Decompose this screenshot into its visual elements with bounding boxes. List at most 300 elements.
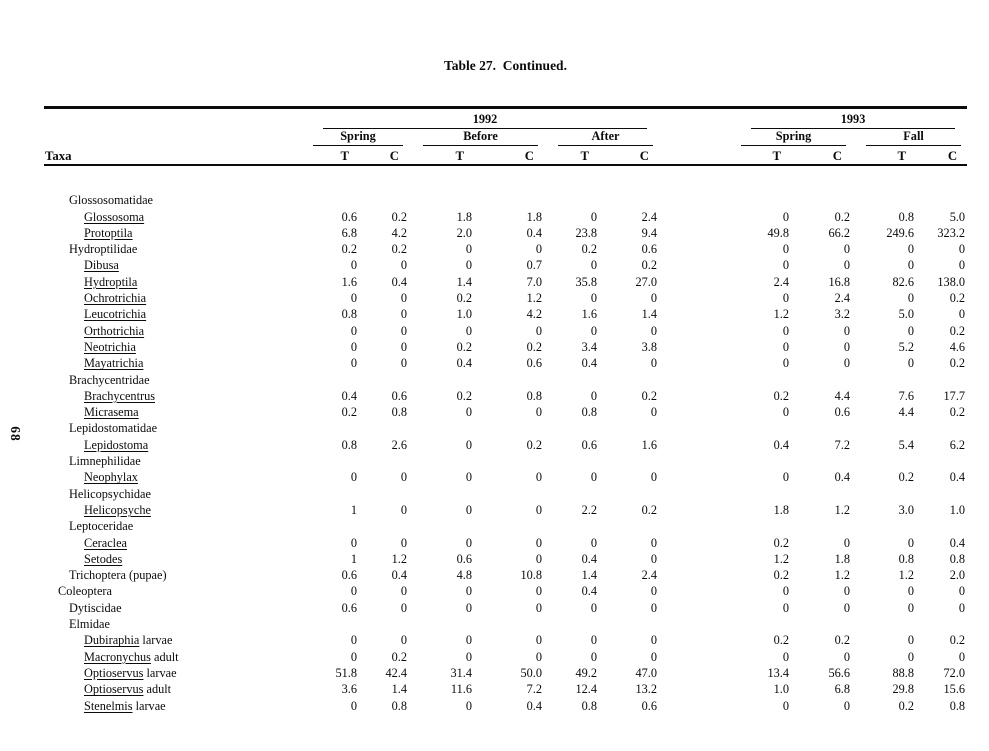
value-cell bbox=[852, 616, 916, 632]
value-cell: 1.2 bbox=[773, 551, 790, 566]
value-cell bbox=[409, 371, 474, 387]
value-cell: 0 bbox=[958, 600, 966, 615]
value-cell: 0 bbox=[782, 584, 790, 599]
genus-name: Setodes bbox=[84, 551, 123, 566]
value-cell: 0 bbox=[535, 405, 542, 420]
value-cell: 2.2 bbox=[581, 502, 597, 517]
table-row bbox=[44, 225, 967, 241]
taxa-name-cell bbox=[44, 208, 299, 224]
value-cell: 0 bbox=[465, 405, 472, 420]
value-cell: 0 bbox=[650, 535, 658, 550]
table-row bbox=[44, 241, 967, 257]
value-cell: 1.4 bbox=[456, 274, 472, 289]
value-cell: 0 bbox=[590, 209, 597, 224]
value-cell: 0 bbox=[958, 258, 966, 273]
value-cell: 0 bbox=[958, 584, 966, 599]
value-cell: 29.8 bbox=[892, 682, 915, 697]
value-cell: 0 bbox=[907, 356, 915, 371]
column-gap bbox=[659, 453, 727, 469]
value-cell: 13.2 bbox=[635, 682, 658, 697]
table-row bbox=[44, 453, 967, 469]
value-cell: 7.2 bbox=[834, 437, 851, 452]
value-cell: 0 bbox=[400, 291, 407, 306]
value-cell: 0.6 bbox=[581, 437, 597, 452]
column-gap bbox=[659, 241, 727, 257]
value-cell: 35.8 bbox=[575, 274, 597, 289]
value-cell: 0 bbox=[535, 600, 542, 615]
column-gap bbox=[659, 518, 727, 534]
table-row bbox=[44, 632, 967, 648]
table-body bbox=[44, 165, 967, 714]
value-cell: 17.7 bbox=[943, 388, 966, 403]
table-row bbox=[44, 339, 967, 355]
site-header-t: T bbox=[852, 146, 916, 165]
value-cell: 0 bbox=[650, 356, 658, 371]
header-spacer bbox=[44, 129, 299, 146]
value-cell bbox=[599, 616, 659, 632]
taxa-name-cell bbox=[44, 371, 299, 387]
value-cell: 49.2 bbox=[575, 665, 597, 680]
column-gap bbox=[659, 551, 727, 567]
value-cell bbox=[299, 420, 359, 436]
genus-name: Neotrichia bbox=[84, 339, 136, 354]
value-cell: 0 bbox=[958, 649, 966, 664]
value-cell: 0 bbox=[535, 323, 542, 338]
taxa-name-cell bbox=[44, 567, 299, 583]
value-cell: 0 bbox=[782, 323, 790, 338]
value-cell bbox=[474, 371, 544, 387]
value-cell: 0 bbox=[782, 698, 790, 713]
value-cell: 0 bbox=[465, 258, 472, 273]
value-cell: 0 bbox=[782, 209, 790, 224]
taxa-name-cell bbox=[44, 241, 299, 257]
table-row bbox=[44, 648, 967, 664]
value-cell: 0 bbox=[590, 633, 597, 648]
taxa-name-cell bbox=[44, 404, 299, 420]
page-number: 68 bbox=[8, 426, 23, 442]
value-cell: 31.4 bbox=[450, 665, 472, 680]
value-cell bbox=[359, 453, 409, 469]
value-cell bbox=[299, 485, 359, 501]
taxon-name: Trichoptera (pupae) bbox=[69, 568, 167, 583]
value-cell: 0.4 bbox=[949, 470, 966, 485]
value-cell: 0 bbox=[650, 405, 658, 420]
value-cell: 0 bbox=[350, 291, 357, 306]
value-cell: 0 bbox=[535, 242, 542, 257]
taxa-name-cell bbox=[44, 322, 299, 338]
table-row bbox=[44, 681, 967, 697]
value-cell: 0.2 bbox=[773, 388, 790, 403]
table-row bbox=[44, 355, 967, 371]
value-cell bbox=[599, 420, 659, 436]
value-cell: 0.4 bbox=[391, 274, 407, 289]
value-cell: 16.8 bbox=[828, 274, 851, 289]
value-cell: 2.6 bbox=[391, 437, 407, 452]
column-gap bbox=[659, 469, 727, 485]
value-cell: 0 bbox=[958, 307, 966, 322]
value-cell: 1.8 bbox=[834, 551, 851, 566]
value-cell: 0.2 bbox=[581, 242, 597, 257]
value-cell: 0 bbox=[958, 242, 966, 257]
value-cell: 0.2 bbox=[641, 388, 658, 403]
column-gap bbox=[659, 502, 727, 518]
value-cell: 66.2 bbox=[828, 225, 851, 240]
value-cell: 0.2 bbox=[341, 405, 357, 420]
value-cell: 4.2 bbox=[526, 307, 542, 322]
table-row bbox=[44, 257, 967, 273]
value-cell bbox=[299, 371, 359, 387]
value-cell: 0.8 bbox=[341, 437, 357, 452]
value-cell: 0 bbox=[843, 339, 851, 354]
value-cell: 0 bbox=[465, 242, 472, 257]
value-cell: 50.0 bbox=[520, 665, 542, 680]
value-cell bbox=[409, 453, 474, 469]
value-cell: 1 bbox=[350, 502, 357, 517]
season-header-spring-1993 bbox=[727, 129, 852, 146]
value-cell: 0 bbox=[843, 698, 851, 713]
value-cell: 6.8 bbox=[341, 225, 357, 240]
value-cell: 0.2 bbox=[526, 437, 542, 452]
taxa-name-cell bbox=[44, 485, 299, 501]
genus-name: Optioservus bbox=[84, 665, 144, 680]
value-cell: 0.6 bbox=[641, 698, 658, 713]
value-cell: 0.8 bbox=[949, 551, 966, 566]
value-cell: 1.0 bbox=[773, 682, 790, 697]
table-row bbox=[44, 518, 967, 534]
value-cell: 0 bbox=[843, 584, 851, 599]
value-cell: 1.6 bbox=[581, 307, 597, 322]
value-cell: 0.4 bbox=[949, 535, 966, 550]
value-cell: 1 bbox=[350, 551, 357, 566]
value-cell bbox=[791, 453, 852, 469]
genus-name: Dubiraphia bbox=[84, 633, 140, 648]
value-cell: 0 bbox=[782, 600, 790, 615]
value-cell bbox=[409, 420, 474, 436]
value-cell: 0.6 bbox=[341, 209, 357, 224]
value-cell bbox=[359, 420, 409, 436]
value-cell: 0 bbox=[400, 535, 407, 550]
value-cell: 0.8 bbox=[341, 307, 357, 322]
taxa-name-cell bbox=[44, 192, 299, 208]
season-label: Spring bbox=[313, 129, 403, 146]
value-cell: 5.2 bbox=[898, 339, 915, 354]
value-cell: 6.8 bbox=[834, 682, 851, 697]
value-cell bbox=[409, 616, 474, 632]
column-gap bbox=[659, 129, 727, 146]
genus-name: Optioservus bbox=[84, 682, 144, 697]
taxon-name: Coleoptera bbox=[58, 584, 112, 599]
value-cell bbox=[727, 420, 791, 436]
genus-name: Glossosoma bbox=[84, 209, 145, 224]
value-cell: 0 bbox=[465, 535, 472, 550]
value-cell bbox=[727, 192, 791, 208]
value-cell: 0 bbox=[590, 323, 597, 338]
value-cell: 3.6 bbox=[341, 682, 357, 697]
genus-name: Dibusa bbox=[84, 258, 119, 273]
value-cell: 323.2 bbox=[937, 225, 966, 240]
value-cell: 51.8 bbox=[335, 665, 357, 680]
value-cell: 0.2 bbox=[391, 649, 407, 664]
value-cell: 82.6 bbox=[892, 274, 915, 289]
value-cell: 1.2 bbox=[526, 291, 542, 306]
value-cell bbox=[359, 616, 409, 632]
value-cell: 0 bbox=[400, 633, 407, 648]
value-cell: 0 bbox=[535, 470, 542, 485]
value-cell: 0 bbox=[350, 339, 357, 354]
column-gap bbox=[659, 534, 727, 550]
value-cell: 0 bbox=[650, 633, 658, 648]
value-cell: 10.8 bbox=[520, 568, 542, 583]
value-cell bbox=[852, 485, 916, 501]
value-cell bbox=[791, 518, 852, 534]
value-cell: 0.2 bbox=[391, 242, 407, 257]
taxa-name-cell: Dubiraphia larvae bbox=[84, 633, 173, 648]
value-cell: 2.4 bbox=[641, 568, 658, 583]
value-cell: 0 bbox=[350, 258, 357, 273]
value-cell: 1.2 bbox=[834, 502, 851, 517]
value-cell bbox=[599, 192, 659, 208]
taxa-name-cell bbox=[44, 583, 299, 599]
value-cell: 0.2 bbox=[898, 698, 915, 713]
table-row bbox=[44, 306, 967, 322]
page-title: Table 27. Continued. bbox=[444, 58, 567, 73]
taxon-name: Hydroptilidae bbox=[69, 242, 138, 257]
value-cell bbox=[916, 518, 967, 534]
value-cell: 9.4 bbox=[641, 225, 658, 240]
value-cell: 0 bbox=[465, 437, 472, 452]
value-cell: 0 bbox=[350, 649, 357, 664]
value-cell: 0 bbox=[350, 698, 357, 713]
genus-name: Brachycentrus bbox=[84, 388, 156, 403]
taxa-name-cell bbox=[44, 339, 299, 355]
value-cell: 0 bbox=[535, 649, 542, 664]
site-header-c: C bbox=[359, 146, 409, 165]
value-cell: 4.4 bbox=[898, 405, 915, 420]
value-cell: 0 bbox=[782, 291, 790, 306]
value-cell bbox=[791, 192, 852, 208]
value-cell: 0 bbox=[400, 470, 407, 485]
taxa-name-cell bbox=[44, 436, 299, 452]
value-cell: 0 bbox=[782, 258, 790, 273]
value-cell bbox=[916, 420, 967, 436]
value-cell: 3.2 bbox=[834, 307, 851, 322]
value-cell: 7.2 bbox=[526, 682, 542, 697]
value-cell: 0.6 bbox=[834, 405, 851, 420]
taxa-name-cell bbox=[44, 599, 299, 615]
value-cell: 0.2 bbox=[456, 388, 472, 403]
value-cell: 0 bbox=[535, 584, 542, 599]
value-cell: 7.6 bbox=[898, 388, 915, 403]
season-header-after-1992 bbox=[544, 129, 659, 146]
column-gap bbox=[659, 146, 727, 165]
value-cell bbox=[474, 192, 544, 208]
site-header-row bbox=[44, 146, 967, 165]
value-cell: 0 bbox=[535, 633, 542, 648]
value-cell: 0 bbox=[843, 535, 851, 550]
value-cell: 72.0 bbox=[943, 665, 966, 680]
value-cell: 0 bbox=[400, 502, 407, 517]
value-cell: 1.8 bbox=[526, 209, 542, 224]
value-cell: 0.4 bbox=[526, 225, 542, 240]
site-header-c: C bbox=[599, 146, 659, 165]
year-label: 1993 bbox=[751, 112, 955, 129]
value-cell bbox=[544, 420, 599, 436]
table-row bbox=[44, 616, 967, 632]
value-cell: 0 bbox=[650, 649, 658, 664]
table-row bbox=[44, 420, 967, 436]
value-cell: 88.8 bbox=[892, 665, 915, 680]
genus-name: Hydroptila bbox=[84, 274, 138, 289]
value-cell: 0 bbox=[782, 356, 790, 371]
value-cell: 0.2 bbox=[773, 535, 790, 550]
value-cell: 0.8 bbox=[581, 405, 597, 420]
value-cell: 0.4 bbox=[581, 551, 597, 566]
value-cell: 0 bbox=[350, 535, 357, 550]
taxon-name: Elmidae bbox=[69, 617, 110, 632]
value-cell: 249.6 bbox=[886, 225, 915, 240]
column-gap bbox=[659, 632, 727, 648]
table-row bbox=[44, 469, 967, 485]
taxa-name-cell bbox=[44, 225, 299, 241]
value-cell: 0.4 bbox=[581, 584, 597, 599]
value-cell: 0 bbox=[843, 600, 851, 615]
value-cell: 0 bbox=[782, 405, 790, 420]
genus-name: Orthotrichia bbox=[84, 323, 145, 338]
table-row bbox=[44, 388, 967, 404]
value-cell: 1.2 bbox=[391, 551, 407, 566]
column-gap bbox=[659, 192, 727, 208]
header-body-spacer-row bbox=[44, 165, 967, 192]
value-cell: 3.8 bbox=[641, 339, 658, 354]
taxa-name-cell bbox=[44, 616, 299, 632]
value-cell: 0.2 bbox=[641, 502, 658, 517]
value-cell bbox=[916, 485, 967, 501]
value-cell bbox=[409, 485, 474, 501]
column-gap bbox=[659, 436, 727, 452]
value-cell: 2.4 bbox=[834, 291, 851, 306]
value-cell: 0.2 bbox=[949, 405, 966, 420]
value-cell: 0.8 bbox=[581, 698, 597, 713]
value-cell: 0 bbox=[650, 470, 658, 485]
value-cell bbox=[359, 192, 409, 208]
genus-name: Ochrotrichia bbox=[84, 291, 147, 306]
value-cell: 0 bbox=[400, 584, 407, 599]
value-cell: 0.2 bbox=[834, 633, 851, 648]
table-row bbox=[44, 502, 967, 518]
genus-name: Micrasema bbox=[84, 405, 139, 420]
value-cell bbox=[544, 371, 599, 387]
table-row bbox=[44, 551, 967, 567]
value-cell bbox=[544, 485, 599, 501]
value-cell: 0 bbox=[465, 649, 472, 664]
column-gap bbox=[659, 108, 727, 130]
column-gap bbox=[659, 583, 727, 599]
value-cell: 0 bbox=[650, 551, 658, 566]
value-cell: 0 bbox=[907, 600, 915, 615]
taxon-name: Brachycentridae bbox=[69, 372, 150, 387]
value-cell: 0 bbox=[590, 291, 597, 306]
value-cell: 0 bbox=[590, 649, 597, 664]
value-cell: 0 bbox=[907, 258, 915, 273]
genus-name: Ceraclea bbox=[84, 535, 128, 550]
value-cell: 0 bbox=[843, 323, 851, 338]
value-cell: 0 bbox=[907, 633, 915, 648]
value-cell: 0.6 bbox=[391, 388, 407, 403]
value-cell: 0.2 bbox=[773, 633, 790, 648]
value-cell bbox=[409, 518, 474, 534]
season-header-fall-1993 bbox=[852, 129, 967, 146]
value-cell: 0 bbox=[650, 323, 658, 338]
value-cell bbox=[409, 192, 474, 208]
value-cell: 42.4 bbox=[385, 665, 407, 680]
taxa-name-cell bbox=[44, 420, 299, 436]
value-cell: 0 bbox=[535, 551, 542, 566]
value-cell: 12.4 bbox=[575, 682, 597, 697]
value-cell: 0 bbox=[350, 470, 357, 485]
value-cell bbox=[852, 518, 916, 534]
value-cell: 4.6 bbox=[949, 339, 966, 354]
value-cell: 5.0 bbox=[949, 209, 966, 224]
value-cell: 0 bbox=[650, 584, 658, 599]
taxa-name-cell bbox=[44, 257, 299, 273]
value-cell: 2.0 bbox=[949, 568, 966, 583]
value-cell bbox=[727, 616, 791, 632]
value-cell bbox=[916, 453, 967, 469]
column-gap bbox=[659, 273, 727, 289]
value-cell: 0.4 bbox=[581, 356, 597, 371]
genus-name: Lepidostoma bbox=[84, 437, 149, 452]
genus-name: Neophylax bbox=[84, 470, 138, 485]
value-cell: 0.2 bbox=[341, 242, 357, 257]
value-cell: 0 bbox=[350, 584, 357, 599]
value-cell: 0.8 bbox=[391, 405, 407, 420]
taxa-name-cell bbox=[44, 551, 299, 567]
value-cell: 0 bbox=[400, 600, 407, 615]
value-cell: 1.4 bbox=[391, 682, 407, 697]
value-cell: 0.4 bbox=[341, 388, 357, 403]
column-gap bbox=[659, 257, 727, 273]
value-cell bbox=[916, 616, 967, 632]
value-cell bbox=[299, 453, 359, 469]
table-header bbox=[44, 108, 967, 166]
value-cell: 0.2 bbox=[949, 291, 966, 306]
value-cell: 0 bbox=[350, 633, 357, 648]
column-gap bbox=[659, 306, 727, 322]
taxa-name-cell bbox=[44, 355, 299, 371]
value-cell: 56.6 bbox=[828, 665, 851, 680]
taxon-name: Limnephilidae bbox=[69, 454, 141, 469]
value-cell: 2.4 bbox=[773, 274, 790, 289]
column-gap bbox=[659, 371, 727, 387]
season-label: Before bbox=[423, 129, 538, 146]
value-cell bbox=[852, 371, 916, 387]
value-cell: 0 bbox=[535, 535, 542, 550]
genus-name: Helicopsyche bbox=[84, 502, 151, 517]
value-cell: 0 bbox=[907, 291, 915, 306]
column-gap bbox=[659, 681, 727, 697]
value-cell bbox=[852, 192, 916, 208]
taxa-name-cell bbox=[44, 388, 299, 404]
value-cell bbox=[544, 518, 599, 534]
value-cell: 5.4 bbox=[898, 437, 915, 452]
value-cell: 15.6 bbox=[943, 682, 966, 697]
table-row bbox=[44, 485, 967, 501]
value-cell bbox=[359, 371, 409, 387]
value-cell: 0 bbox=[400, 258, 407, 273]
column-gap bbox=[659, 567, 727, 583]
value-cell: 0.2 bbox=[391, 209, 407, 224]
value-cell bbox=[544, 616, 599, 632]
